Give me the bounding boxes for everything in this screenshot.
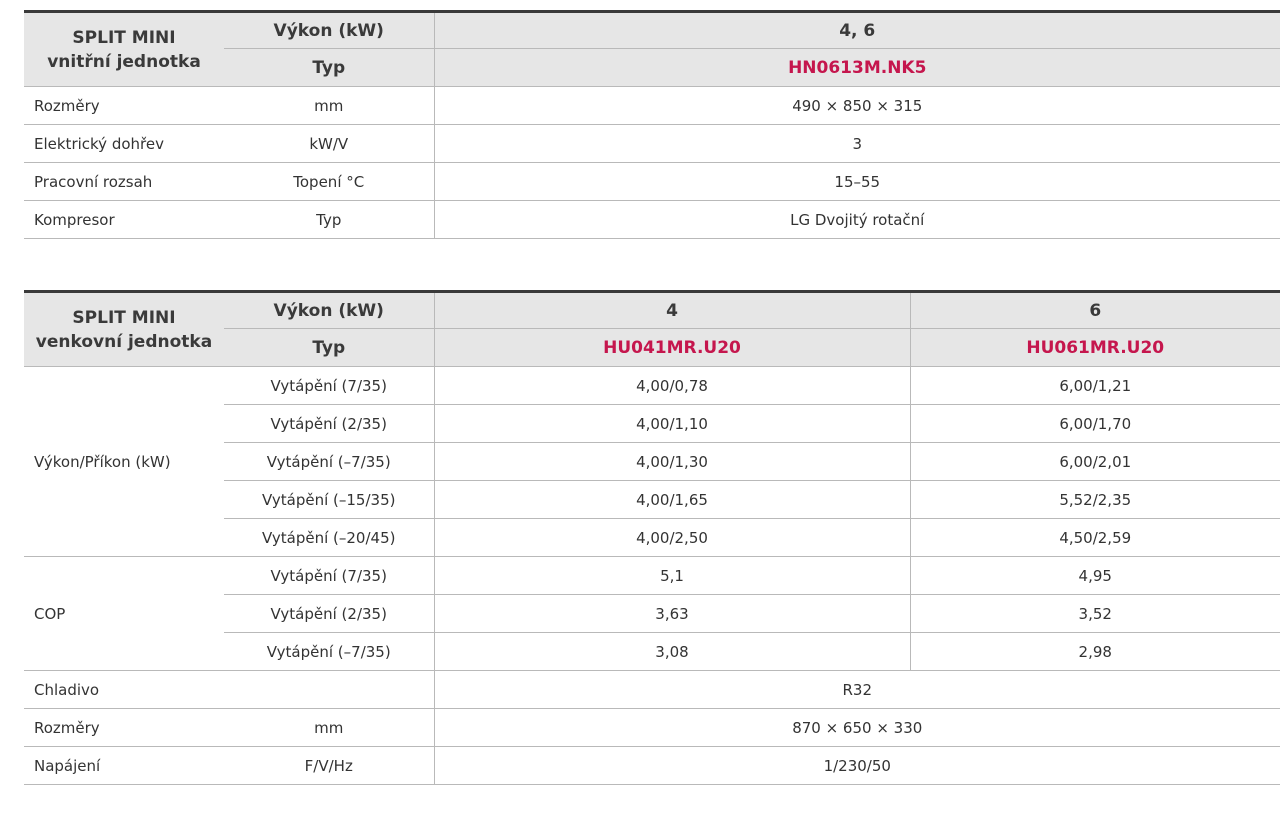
indoor-type-label: Typ [224, 49, 434, 87]
row-value: 3 [434, 125, 1280, 163]
cop-group-label: COP [24, 557, 224, 671]
refrigerant-unit [224, 671, 434, 709]
power-group-label: Výkon/Příkon (kW) [24, 367, 224, 557]
dims-label: Rozměry [24, 709, 224, 747]
row-condition: Vytápění (2/35) [224, 405, 434, 443]
outdoor-unit-table [24, 290, 1280, 785]
indoor-title-cell [24, 12, 224, 87]
row-value-1: 3,63 [434, 595, 910, 633]
row-value-1: 5,1 [434, 557, 910, 595]
row-value-2: 4,50/2,59 [910, 519, 1280, 557]
indoor-title-line2: vnitřní jednotka [47, 51, 201, 72]
row-value: 15–55 [434, 163, 1280, 201]
row-value-1: 4,00/1,65 [434, 481, 910, 519]
row-condition: Vytápění (2/35) [224, 595, 434, 633]
row-value-1: 3,08 [434, 633, 910, 671]
outdoor-power-value-2: 6 [910, 292, 1280, 329]
row-unit: Topení °C [224, 163, 434, 201]
row-value-2: 6,00/1,70 [910, 405, 1280, 443]
row-value: 490 × 850 × 315 [434, 87, 1280, 125]
row-value-1: 4,00/1,30 [434, 443, 910, 481]
indoor-header-power-row [24, 12, 1280, 49]
outdoor-title-line2: venkovní jednotka [35, 331, 213, 352]
row-value-2: 5,52/2,35 [910, 481, 1280, 519]
table-row [24, 367, 1280, 405]
row-value-2: 6,00/2,01 [910, 443, 1280, 481]
row-condition: Vytápění (–20/45) [224, 519, 434, 557]
table-row [24, 671, 1280, 709]
indoor-unit-table [24, 10, 1280, 239]
row-value-2: 2,98 [910, 633, 1280, 671]
row-unit: Typ [224, 201, 434, 239]
row-condition: Vytápění (–7/35) [224, 633, 434, 671]
table-row [24, 201, 1280, 239]
outdoor-model-1: HU041MR.U20 [434, 329, 910, 367]
dims-value: 870 × 650 × 330 [434, 709, 1280, 747]
row-value-1: 4,00/2,50 [434, 519, 910, 557]
indoor-title-line1: SPLIT MINI [72, 27, 176, 48]
row-value-1: 4,00/1,10 [434, 405, 910, 443]
outdoor-type-label: Typ [224, 329, 434, 367]
table-row [24, 125, 1280, 163]
row-value: LG Dvojitý rotační [434, 201, 1280, 239]
outdoor-header-power-row [24, 292, 1280, 329]
outdoor-title-cell [24, 292, 224, 367]
table-row [24, 163, 1280, 201]
indoor-power-value: 4, 6 [434, 12, 1280, 49]
row-condition: Vytápění (7/35) [224, 557, 434, 595]
row-value-2: 6,00/1,21 [910, 367, 1280, 405]
row-label: Elektrický dohřev [24, 125, 224, 163]
table-row [24, 747, 1280, 785]
row-value-2: 3,52 [910, 595, 1280, 633]
refrigerant-label: Chladivo [24, 671, 224, 709]
row-label: Kompresor [24, 201, 224, 239]
table-row [24, 709, 1280, 747]
outdoor-title-line1: SPLIT MINI [72, 307, 176, 328]
supply-value: 1/230/50 [434, 747, 1280, 785]
outdoor-power-value-1: 4 [434, 292, 910, 329]
row-value-2: 4,95 [910, 557, 1280, 595]
supply-label: Napájení [24, 747, 224, 785]
row-unit: kW/V [224, 125, 434, 163]
row-unit: mm [224, 87, 434, 125]
indoor-power-label: Výkon (kW) [224, 12, 434, 49]
supply-unit: F/V/Hz [224, 747, 434, 785]
indoor-model: HN0613M.NK5 [434, 49, 1280, 87]
row-condition: Vytápění (–15/35) [224, 481, 434, 519]
row-condition: Vytápění (–7/35) [224, 443, 434, 481]
row-label: Rozměry [24, 87, 224, 125]
dims-unit: mm [224, 709, 434, 747]
table-row [24, 557, 1280, 595]
refrigerant-value: R32 [434, 671, 1280, 709]
table-row [24, 87, 1280, 125]
outdoor-power-label: Výkon (kW) [224, 292, 434, 329]
row-value-1: 4,00/0,78 [434, 367, 910, 405]
row-label: Pracovní rozsah [24, 163, 224, 201]
row-condition: Vytápění (7/35) [224, 367, 434, 405]
outdoor-model-2: HU061MR.U20 [910, 329, 1280, 367]
